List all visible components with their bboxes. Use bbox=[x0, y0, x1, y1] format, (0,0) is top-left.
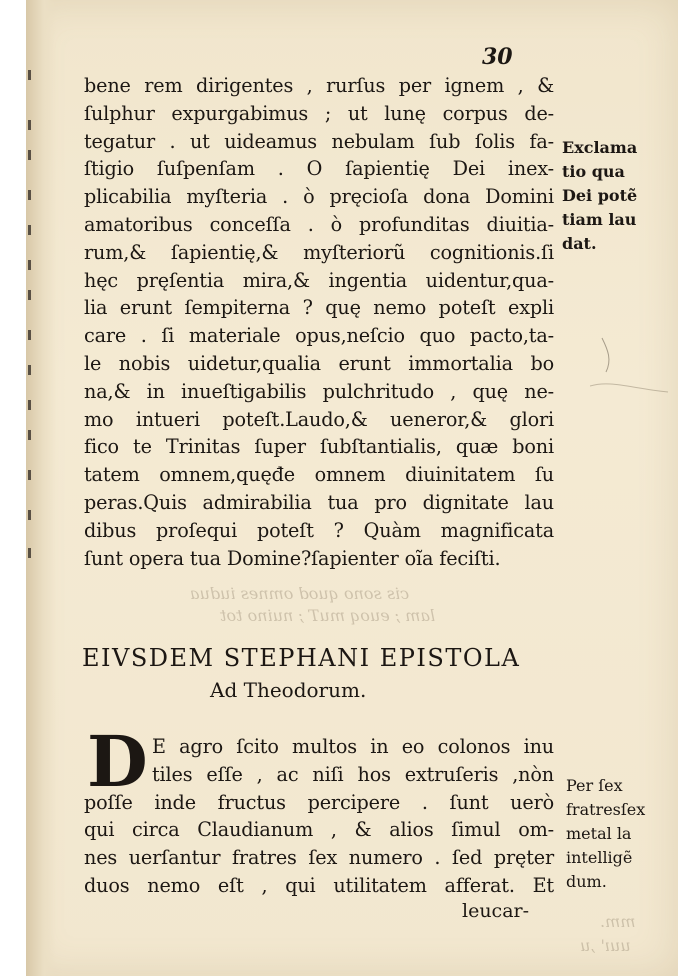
text-line: rum,& ſapientię,& myſteriorũ cognitionis.ſi bbox=[84, 240, 554, 264]
text-line: lia erunt ſempiterna ? quę nemo poteſt expli bbox=[84, 296, 554, 320]
section-heading: EIVSDEM STEPHANI EPISTOLA bbox=[82, 644, 521, 672]
text-line: nes uerſantur fratres ſex numero . ſed pręter bbox=[84, 846, 554, 870]
marginal-line: intelligẽ bbox=[566, 848, 633, 867]
page-number: 30 bbox=[482, 44, 513, 70]
gutter-mark bbox=[28, 510, 31, 520]
gutter-mark bbox=[28, 365, 31, 375]
marginal-line: dum. bbox=[566, 872, 607, 891]
marginal-line: dat. bbox=[562, 234, 597, 253]
marginal-line: Per ſex bbox=[566, 776, 623, 795]
marginal-note bbox=[562, 136, 637, 256]
epistle-text-block bbox=[84, 733, 554, 900]
text-line: care . ſi materiale opus,neſcio quo pacto,ta- bbox=[84, 324, 554, 348]
text-line: bene rem dirigentes , rurſus per ignem , & bbox=[84, 74, 554, 97]
text-line: E agro ſcito multos in eo colonos inu bbox=[152, 735, 554, 758]
gutter-mark bbox=[28, 190, 31, 200]
text-line: tegatur . ut uideamus nebulam ſub ſolis fa- bbox=[84, 129, 554, 153]
text-line: plicabilia myſteria . ò pręcioſa dona Domini bbox=[84, 185, 554, 209]
marginal-line: Dei potẽ bbox=[562, 186, 638, 205]
section-subheading: Ad Theodorum. bbox=[210, 678, 367, 702]
gutter-mark bbox=[28, 70, 31, 80]
page-gutter bbox=[26, 0, 56, 976]
bleed-through: uuı' ,u bbox=[580, 936, 631, 955]
gutter-mark bbox=[28, 150, 31, 160]
text-line: peras.Quis admirabilia tua pro dignitate lau bbox=[84, 490, 554, 514]
gutter-mark bbox=[28, 548, 31, 558]
pencil-scribble bbox=[590, 330, 670, 400]
text-line: qui circa Claudianum , & alios ſimul om- bbox=[84, 818, 554, 842]
gutter-mark bbox=[28, 290, 31, 300]
text-line: ſunt opera tua Domine?ſapienter oĩa feciſti. bbox=[84, 546, 501, 570]
gutter-mark bbox=[28, 470, 31, 480]
text-line: ſulphur expurgabimus ; ut lunę corpus de- bbox=[84, 101, 554, 125]
marginal-note bbox=[566, 774, 645, 894]
text-line: amatoribus conceſſa . ò profunditas diuitia- bbox=[84, 212, 554, 236]
text-line: ſtigio ſuſpenſam . O ſapientię Dei inex- bbox=[84, 157, 554, 181]
text-line: duos nemo eſt , qui utilitatem afferat. Et bbox=[84, 873, 554, 897]
marginal-line: tiam lau bbox=[562, 210, 637, 229]
marginal-line: fratresſex bbox=[566, 800, 646, 819]
text-line: tatem omnem,quęđe omnem diuinitatem ſu bbox=[84, 463, 554, 487]
text-line: hęc pręſentia mira,& ingentia uidentur,qua- bbox=[84, 268, 554, 292]
bleed-through: cis sono quod omnes iudua bbox=[190, 584, 410, 603]
marginal-line: metal la bbox=[566, 824, 632, 843]
main-text-block bbox=[84, 72, 554, 572]
bleed-through: mm. bbox=[600, 912, 636, 931]
marginal-line: tio qua bbox=[562, 162, 625, 181]
text-line: dibus proſequi poteſt ? Quàm magnificata bbox=[84, 518, 554, 542]
gutter-mark bbox=[28, 260, 31, 270]
text-line: mo intueri poteſt.Laudo,& ueneror,& glori bbox=[84, 407, 554, 431]
drop-capital: D bbox=[87, 720, 148, 803]
gutter-mark bbox=[28, 330, 31, 340]
text-line: fico te Trinitas ſuper ſubſtantialis, quæ boni bbox=[84, 435, 554, 459]
text-line: le nobis uidetur,qualia erunt immortalia bo bbox=[84, 351, 554, 375]
gutter-mark bbox=[28, 225, 31, 235]
gutter-mark bbox=[28, 430, 31, 440]
catchword: leucar- bbox=[462, 900, 530, 922]
bleed-through: lam ; euoq muT ; nuino tot bbox=[220, 606, 436, 625]
gutter-mark bbox=[28, 400, 31, 410]
marginal-line: Exclama bbox=[562, 138, 638, 157]
gutter-mark bbox=[28, 120, 31, 130]
text-line: poſſe inde fructus percipere . ſunt uerò bbox=[84, 790, 554, 814]
text-line: na,& in inueſtigabilis pulchritudo , quę ne- bbox=[84, 379, 554, 403]
text-line: tiles eſſe , ac niſi hos extruſeris ,nòn bbox=[152, 762, 554, 786]
